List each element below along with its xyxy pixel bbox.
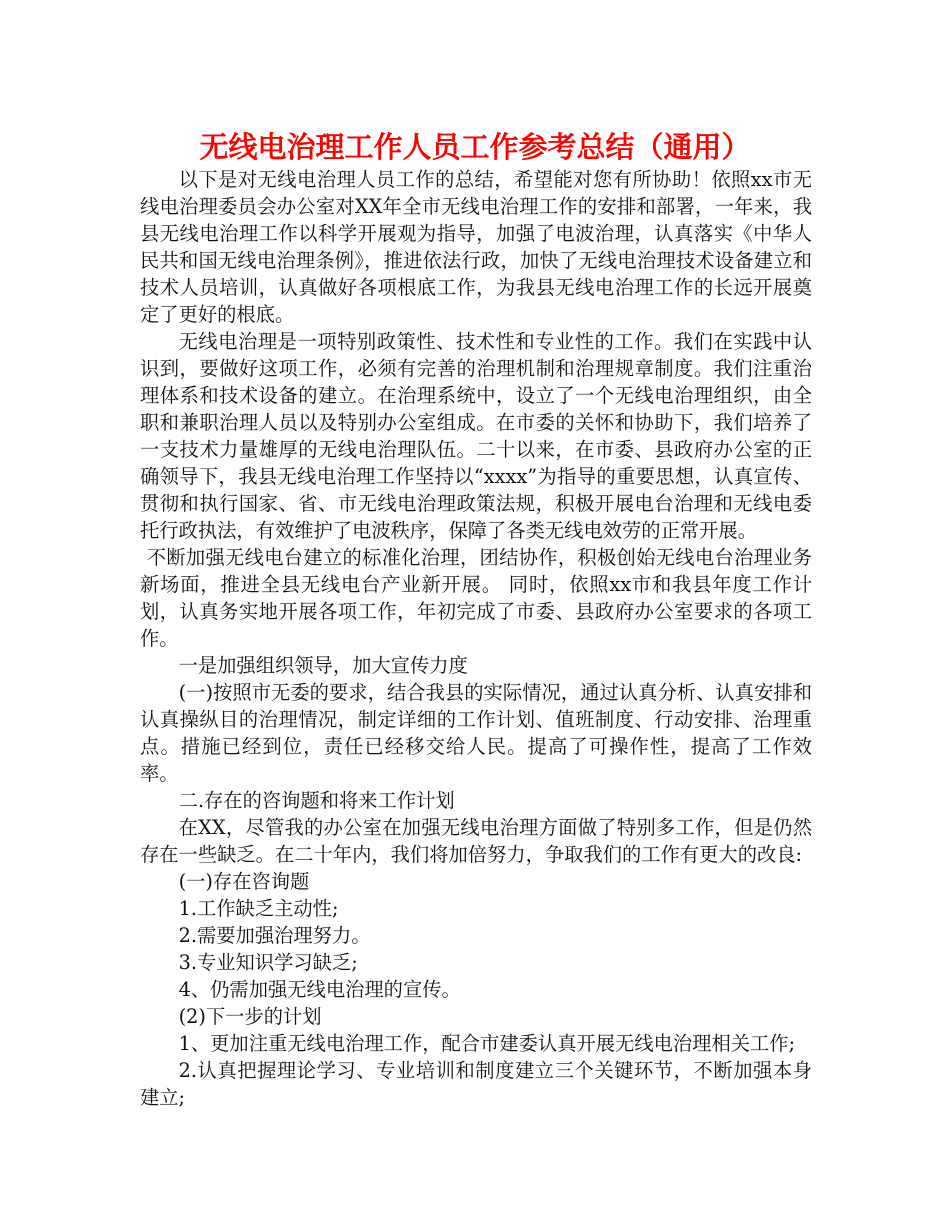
section-heading-problems-plan: 二.存在的咨询题和将来工作计划: [178, 789, 455, 812]
document-title: 无线电治理工作人员工作参考总结（通用）: [199, 130, 751, 164]
list-item-plan-1: 1、更加注重无线电治理工作，配合市建委认真开展无线电治理相关工作;: [178, 1032, 796, 1055]
list-item-problem-3: 3.专业知识学习缺乏;: [178, 951, 358, 974]
subheading-next-plan: (2)下一步的计划: [178, 1005, 322, 1028]
paragraph-management-overview: 无线电治理是一项特别政策性、技术性和专业性的工作。我们在实践中认识到，要做好这项工作，必须有完善的治理机制和治理规章制度。我们注重治理体系和技术设备的建立。在治理系统中，设立了一个无线电治理组织，由全职和兼职治理人员以及特别办公室组成。在市委的关怀和协助下，我们培养了一支技术力量雄厚的无线电治理队伍。二十以来，在市委、县政府办公室的正确领导下，我县无线电治理工作坚持以“xxxx”为指导的重要思想，认真宣传、贯彻和执行国家、省、市无线电治理政策法规，积极开展电台治理和无线电委托行政执法，有效维护了电波秩序，保障了各类无线电效劳的正常开展。: [140, 330, 812, 542]
subheading-existing-problems: (一)存在咨询题: [178, 870, 310, 893]
list-item-problem-4: 4、仍需加强无线电治理的宣传。: [178, 978, 461, 1001]
list-item-plan-2: 2.认真把握理论学习、专业培训和制度建立三个关键环节，不断加强本身建立;: [140, 1059, 812, 1109]
list-item-problem-2: 2.需要加强治理努力。: [178, 924, 371, 947]
paragraph-problems-intro: 在XX，尽管我的办公室在加强无线电治理方面做了特别多工作，但是仍然存在一些缺乏。在二十年内，我们将加倍努力，争取我们的工作有更大的改良:: [140, 816, 812, 866]
document-body: [140, 166, 812, 1111]
paragraph-standardization: 不断加强无线电台建立的标准化治理，团结协作，积极创始无线电台治理业务新场面，推进全县无线电台产业新开展。 同时，依照xx市和我县年度工作计划，认真务实地开展各项工作，年初完成了市委、县政府办公室要求的各项工作。: [140, 546, 812, 650]
list-item-problem-1: 1.工作缺乏主动性;: [178, 897, 339, 920]
paragraph-intro: 以下是对无线电治理人员工作的总结，希望能对您有所协助！依照xx市无线电治理委员会办公室对XX年全市无线电治理工作的安排和部署，一年来，我县无线电治理工作以科学开展观为指导，加强了电波治理，认真落实《中华人民共和国无线电治理条例》，推进依法行政，加快了无线电治理技术设备建立和技术人员培训，认真做好各项根底工作，为我县无线电治理工作的长远开展奠定了更好的根底。: [140, 168, 812, 326]
paragraph-organization-detail: (一)按照市无委的要求，结合我县的实际情况，通过认真分析、认真安排和认真操纵目的治理情况，制定详细的工作计划、值班制度、行动安排、治理重点。措施已经到位，责任已经移交给人民。提高了可操作性，提高了工作效率。: [140, 681, 812, 785]
section-heading-organization: 一是加强组织领导，加大宣传力度: [178, 654, 468, 677]
